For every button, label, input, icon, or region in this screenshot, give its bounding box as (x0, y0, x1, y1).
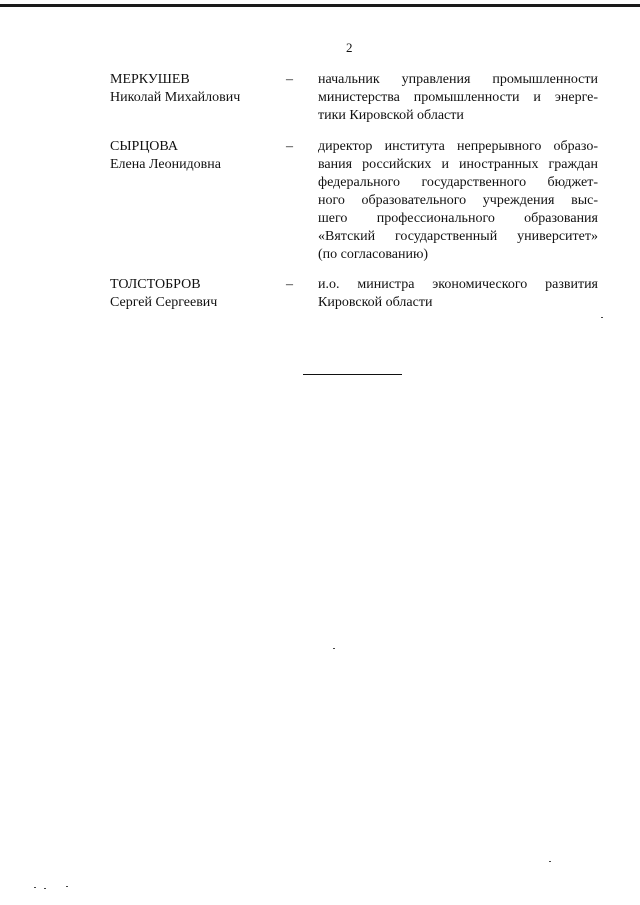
entry-dash: – (286, 139, 293, 154)
position-line: тики Кировской области (318, 108, 464, 123)
position-line: шего профессионального образования (318, 211, 598, 226)
member-name (110, 71, 280, 107)
entry-dash: – (286, 72, 293, 87)
scan-speck (44, 888, 46, 889)
top-border-rule (0, 4, 640, 7)
position-line: Кировской области (318, 295, 433, 310)
position-line: «Вятский государственный университет» (318, 229, 598, 244)
member-given-names: Елена Леонидовна (110, 157, 221, 172)
position-line: ного образовательного учреждения выс- (318, 193, 598, 208)
page-number: 2 (346, 40, 353, 55)
member-given-names: Николай Михайлович (110, 90, 241, 105)
scan-speck (333, 648, 335, 649)
position-line: федерального государственного бюджет- (318, 175, 598, 190)
member-surname: ТОЛСТОБРОВ (110, 277, 201, 292)
scan-speck (549, 861, 551, 862)
position-line: и.о. министра экономического развития (318, 277, 598, 292)
position-line: (по согласованию) (318, 247, 429, 262)
member-position (318, 71, 598, 125)
member-given-names: Сергей Сергеевич (110, 295, 218, 310)
entry-dash: – (286, 277, 293, 292)
position-line: министерства промышленности и энерге- (318, 90, 598, 105)
member-name (110, 276, 280, 312)
member-position (318, 138, 598, 264)
position-line: директор института непрерывного образо- (318, 139, 598, 154)
position-line: вания российских и иностранных граждан (318, 157, 598, 172)
member-name (110, 138, 280, 174)
closing-separator-line (303, 374, 402, 375)
member-surname: МЕРКУШЕВ (110, 72, 190, 87)
position-line: начальник управления промышленности (318, 72, 598, 87)
scan-speck (601, 317, 603, 318)
scan-speck (66, 886, 68, 887)
member-surname: СЫРЦОВА (110, 139, 178, 154)
scan-speck (34, 887, 36, 888)
member-position (318, 276, 598, 312)
